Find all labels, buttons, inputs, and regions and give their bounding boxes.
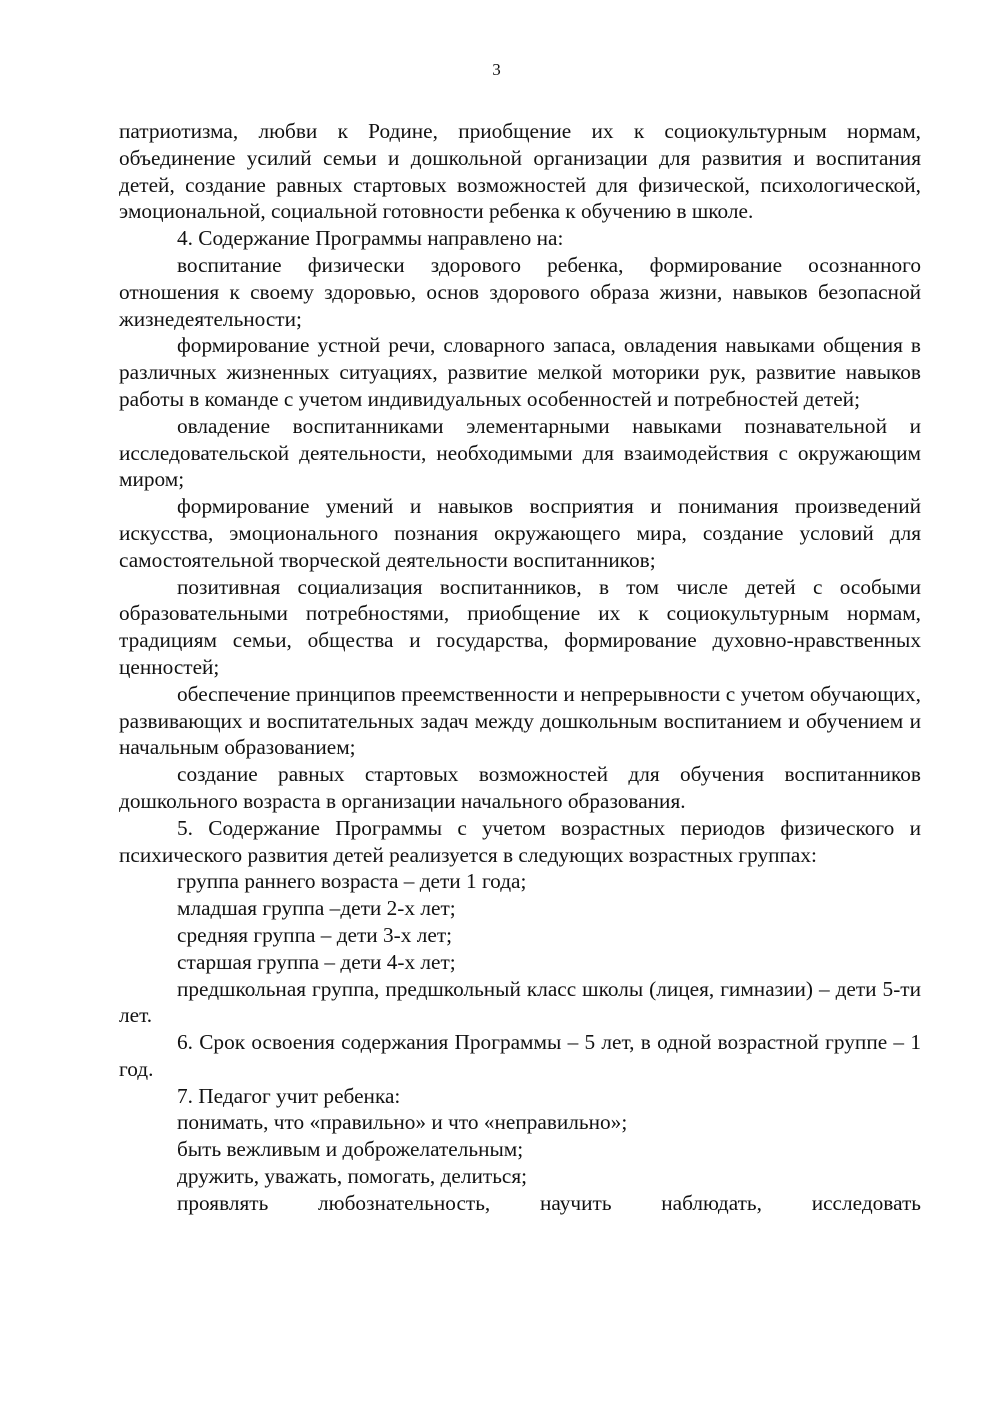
- age-group-middle: средняя группа – дети 3-х лет;: [177, 922, 453, 947]
- section-4-heading: 4. Содержание Программы направлено на:: [177, 226, 564, 251]
- document-body: [119, 118, 921, 1217]
- list-item-friendship: дружить, уважать, помогать, делиться;: [177, 1164, 528, 1189]
- paragraph-continuation: патриотизма, любви к Родине, приобщение их к социокультурным нормам, объединение усилий семьи и дошкольной организации для развития и воспитания детей, создание равных стартовых возможностей для физической, психологической, эмоциональной, социальной готовности ребенка к обучению в школе.: [119, 119, 921, 224]
- list-item-socialization: позитивная социализация воспитанников, в том числе детей с особыми образовательными потребностями, приобщение их к социокультурным нормам, традициям семьи, общества и государства, формирование духовно-нравственных ценностей;: [119, 574, 921, 679]
- section-5-heading: 5. Содержание Программы с учетом возрастных периодов физического и психического развития детей реализуется в следующих возрастных группах:: [119, 815, 921, 867]
- list-item-continuity: обеспечение принципов преемственности и непрерывности с учетом обучающих, развивающих и воспитательных задач между дошкольным воспитанием и обучением и начальным образованием;: [119, 681, 921, 760]
- list-item-physical-health: воспитание физически здорового ребенка, формирование осознанного отношения к своему здоровью, основ здорового образа жизни, навыков безопасной жизнедеятельности;: [119, 252, 921, 331]
- age-group-early: группа раннего возраста – дети 1 года;: [177, 869, 527, 894]
- age-group-junior: младшая группа –дети 2-х лет;: [177, 896, 456, 921]
- list-item-equal-opportunities: создание равных стартовых возможностей для обучения воспитанников дошкольного возраста в организации начального образования.: [119, 762, 921, 813]
- age-group-preschool: предшкольная группа, предшкольный класс школы (лицея, гимназии) – дети 5-ти лет.: [119, 976, 921, 1028]
- age-group-senior: старшая группа – дети 4-х лет;: [177, 949, 456, 974]
- section-7-heading: 7. Педагог учит ребенка:: [177, 1083, 401, 1108]
- page-number: 3: [492, 60, 501, 79]
- list-item-curiosity: проявлять любознательность, научить наблюдать, исследовать: [177, 1190, 921, 1215]
- list-item-polite: быть вежливым и доброжелательным;: [177, 1137, 524, 1162]
- list-item-art-perception: формирование умений и навыков восприятия и понимания произведений искусства, эмоционального познания окружающего мира, создание условий для самостоятельной творческой деятельности воспитанников;: [119, 494, 921, 572]
- list-item-right-wrong: понимать, что «правильно» и что «неправильно»;: [177, 1110, 628, 1135]
- section-6-duration: 6. Срок освоения содержания Программы – 5 лет, в одной возрастной группе – 1 год.: [119, 1030, 921, 1081]
- list-item-cognitive-skills: овладение воспитанниками элементарными навыками познавательной и исследовательской деятельности, необходимыми для взаимодействия с окружающим миром;: [119, 413, 921, 492]
- list-item-speech: формирование устной речи, словарного запаса, овладения навыками общения в различных жизненных ситуациях, развитие мелкой моторики рук, развитие навыков работы в команде с учетом индивидуальных особенностей и потребностей детей;: [119, 333, 921, 411]
